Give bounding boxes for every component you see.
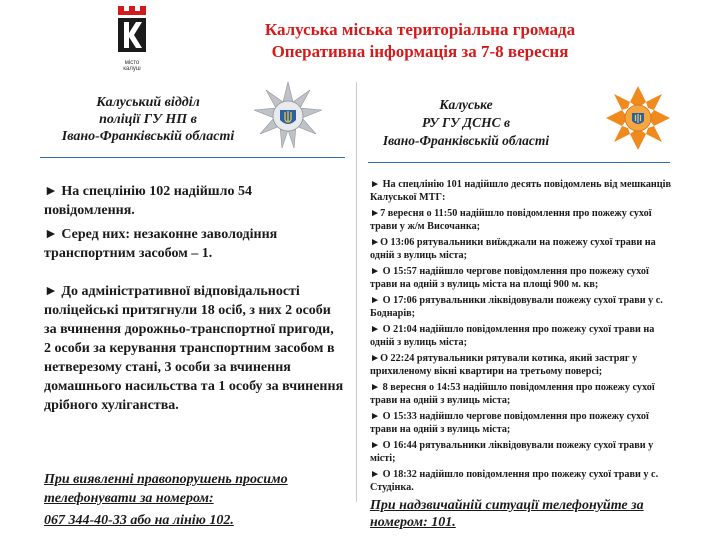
dsns-item: ► На спецлінію 101 надійшло десять повідомлень від мешканців Калуської МТГ: <box>370 179 671 203</box>
police-call-to-action: При виявленні правопорушень просимо телефонувати за номером: <box>44 472 288 506</box>
dsns-item: ►О 22:24 рятувальники рятували котика, який застряг у прихиленому вікні квартири на третьому поверсі; <box>370 353 638 377</box>
police-paragraph: ► Серед них: незаконне заволодіння транспортним засобом – 1. <box>44 227 278 261</box>
dsns-item: ►О 13:06 рятувальники виїжджали на пожежу сухої трави на одній з вулиць міста; <box>370 237 656 261</box>
kalush-city-logo <box>112 6 152 62</box>
column-divider <box>356 82 357 502</box>
police-paragraph: ► До адміністративної відповідальності поліцейські притягнули 18 осіб, з них 2 особи за вчинення дорожньо-транспортної пригоди, 2 особи за керування транспортним засобом в нетверезому стані, 3 особи за вчинення домашнього насильства та 1 особу за вчинення дрібного хуліганства. <box>44 284 344 413</box>
dsns-item: ► О 21:04 надійшло повідомлення про пожежу сухої трави на одній з вулиць міста; <box>370 324 655 348</box>
dsns-item: ► О 15:57 надійшло чергове повідомлення про пожежу сухої трави на одній з вулиць міста на площі 900 м. кв; <box>370 266 649 290</box>
police-report <box>44 182 344 415</box>
dsns-item: ► О 15:33 надійшло чергове повідомлення про пожежу сухої трави на одній з вулиць міста; <box>370 411 649 435</box>
police-heading-rule <box>40 157 345 158</box>
dsns-heading: Калуське РУ ГУ ДСНС в Івано-Франківській області <box>382 97 550 148</box>
police-star-emblem-icon <box>252 80 324 152</box>
dsns-heading-rule <box>368 162 670 163</box>
page-title: Калуська міська територіальна громада <box>264 20 576 39</box>
logo-caption: місто калуш <box>123 60 141 72</box>
police-paragraph: ► На спецлінію 102 надійшло 54 повідомлення. <box>44 184 252 218</box>
dsns-item: ► О 16:44 рятувальники ліквідовували пожежу сухої трави у місті; <box>370 440 654 464</box>
dsns-call-to-action: При надзвичайній ситуації телефонуйте за номером: 101. <box>370 498 644 530</box>
dsns-item: ► О 17:06 рятувальники ліквідовували пожежу сухої трави у с. Боднарів; <box>370 295 663 319</box>
police-heading: Калуський відділ поліції ГУ НП в Івано-Франківській області <box>61 95 235 144</box>
dsns-report <box>370 178 672 497</box>
dsns-item: ►7 вересня о 11:50 надійшло повідомлення про пожежу сухої трави у ж/м Височанка; <box>370 208 652 232</box>
police-phone: 067 344-40-33 або на лінію 102. <box>44 513 234 528</box>
dsns-emblem-icon <box>602 82 674 154</box>
dsns-item: ► 8 вересня о 14:53 надійшло повідомлення про пожежу сухої трави на одній з вулиць міста; <box>370 382 655 406</box>
dsns-item: ► О 18:32 надійшло повідомлення про пожежу сухої трави у с. Студінка. <box>370 469 659 493</box>
page-subtitle: Оперативна інформація за 7-8 вересня <box>271 42 569 61</box>
